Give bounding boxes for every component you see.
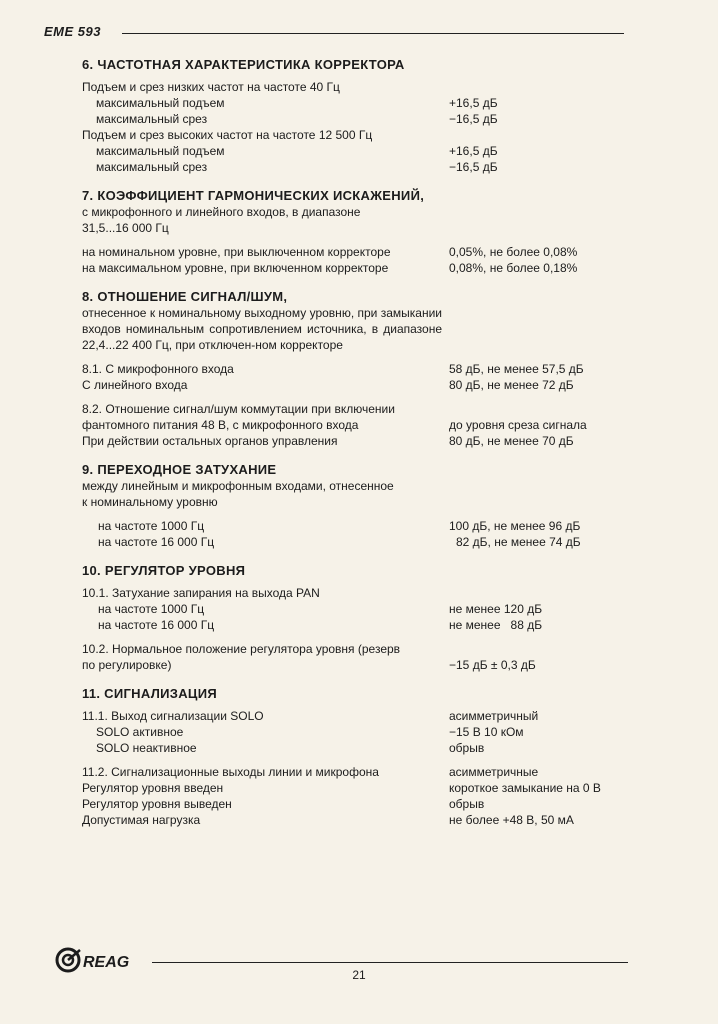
s6-low-heading: Подъем и срез низких частот на частоте 40 Гц [82, 80, 340, 94]
header-rule [122, 33, 624, 34]
page-content [82, 56, 622, 840]
s8-line-row [82, 377, 622, 393]
s8-line-label: С линейного входа [82, 378, 188, 392]
s6-low-max-row [82, 95, 622, 111]
s11-level-out-row [82, 796, 622, 812]
s11-level-out-value: обрыв [449, 797, 485, 811]
s6-low-cut-row [82, 111, 622, 127]
s11-level-in-value: короткое замыкание на 0 В [449, 781, 601, 795]
header-title: EME 593 [44, 24, 101, 39]
section-10-title: 10. РЕГУЛЯТОР УРОВНЯ [82, 563, 246, 578]
s6-high-max-row [82, 143, 622, 159]
footer-rule [152, 962, 628, 963]
page-header [44, 24, 624, 44]
s9-1000-row [82, 518, 622, 534]
s8-2-line1: 8.2. Отношение сигнал/шум коммутации при включении [82, 402, 395, 416]
s9-16000-label: на частоте 16 000 Гц [98, 535, 215, 549]
section-7-title: 7. КОЭФФИЦИЕНТ ГАРМОНИЧЕСКИХ ИСКАЖЕНИЙ, [82, 188, 425, 203]
s8-mic-row [82, 361, 622, 377]
s9-1000-label: на частоте 1000 Гц [98, 519, 205, 533]
s11-solo-off-label: SOLO неактивное [96, 741, 197, 755]
s11-2-value: асимметричные [449, 765, 539, 779]
s8-2-phantom-label: фантомного питания 48 В, с микрофонного входа [82, 418, 359, 432]
s10-16000-value: не менее 88 дБ [449, 618, 543, 632]
s6-low-max-label: максимальный подъем [96, 96, 225, 110]
s11-load-row [82, 812, 622, 828]
s8-mic-label: 8.1. С микрофонного входа [82, 362, 234, 376]
s10-2-line1: 10.2. Нормальное положение регулятора уровня (резерв [82, 642, 401, 656]
section-7 [82, 187, 622, 276]
s7-nominal-label: на номинальном уровне, при выключенном корректоре [82, 245, 391, 259]
s8-2-other-row [82, 433, 622, 449]
s6-high-max-label: максимальный подъем [96, 144, 225, 158]
s7-nominal-value: 0,05%, не более 0,08% [449, 245, 578, 259]
section-11 [82, 685, 622, 828]
s6-high-cut-value: −16,5 дБ [449, 160, 498, 174]
s9-desc-line2: к номинальному уровню [82, 495, 218, 509]
s10-2-value: −15 дБ ± 0,3 дБ [449, 658, 536, 672]
section-6-title: 6. ЧАСТОТНАЯ ХАРАКТЕРИСТИКА КОРРЕКТОРА [82, 57, 405, 72]
s10-1000-row [82, 601, 622, 617]
s9-16000-row [82, 534, 622, 550]
s8-description: отнесенное к номинальному выходному уровню, при замыкании входов номинальным сопротивлением источника, в диапазоне 22,4...22 400 Гц, при отключен-ном корректоре [82, 306, 442, 352]
s11-solo-on-value: −15 В 10 кОм [449, 725, 524, 739]
s11-load-value: не более +48 В, 50 мА [449, 813, 574, 827]
s7-max-value: 0,08%, не более 0,18% [449, 261, 578, 275]
s7-desc-line1: с микрофонного и линейного входов, в диапазоне [82, 205, 361, 219]
section-8-title: 8. ОТНОШЕНИЕ СИГНАЛ/ШУМ, [82, 289, 288, 304]
s11-solo-off-value: обрыв [449, 741, 485, 755]
s10-16000-row [82, 617, 622, 633]
s11-1-label: 11.1. Выход сигнализации SOLO [82, 709, 264, 723]
s6-high-heading: Подъем и срез высоких частот на частоте 12 500 Гц [82, 128, 373, 142]
s11-solo-on-label: SOLO активное [96, 725, 184, 739]
s7-max-row [82, 260, 622, 276]
s8-2-phantom-row [82, 417, 622, 433]
s8-2-phantom-value: до уровня среза сигнала [449, 418, 587, 432]
s10-1000-value: не менее 120 дБ [449, 602, 543, 616]
section-9-title: 9. ПЕРЕХОДНОЕ ЗАТУХАНИЕ [82, 462, 277, 477]
section-10 [82, 562, 622, 673]
s7-desc-line2: 31,5...16 000 Гц [82, 221, 169, 235]
s11-1-row [82, 708, 622, 724]
s11-level-in-label: Регулятор уровня введен [82, 781, 224, 795]
s6-low-cut-label: максимальный срез [96, 112, 208, 126]
section-8 [82, 288, 622, 449]
s8-2-other-value: 80 дБ, не менее 70 дБ [449, 434, 574, 448]
s10-2-row [82, 657, 622, 673]
s9-16000-value: 82 дБ, не менее 74 дБ [456, 535, 581, 549]
section-9 [82, 461, 622, 550]
section-11-title: 11. СИГНАЛИЗАЦИЯ [82, 686, 217, 701]
s11-solo-on-row [82, 724, 622, 740]
s6-low-cut-value: −16,5 дБ [449, 112, 498, 126]
s9-desc-line1: между линейным и микрофонным входами, отнесенное [82, 479, 394, 493]
section-6 [82, 56, 622, 175]
s11-solo-off-row [82, 740, 622, 756]
s11-1-value: асимметричный [449, 709, 539, 723]
s7-nominal-row [82, 244, 622, 260]
s10-1000-label: на частоте 1000 Гц [98, 602, 205, 616]
s8-mic-value: 58 дБ, не менее 57,5 дБ [449, 362, 584, 376]
s10-16000-label: на частоте 16 000 Гц [98, 618, 215, 632]
s11-2-label: 11.2. Сигнализационные выходы линии и микрофона [82, 765, 379, 779]
s6-high-cut-label: максимальный срез [96, 160, 208, 174]
s7-max-label: на максимальном уровне, при включенном корректоре [82, 261, 389, 275]
s8-2-other-label: При действии остальных органов управления [82, 434, 338, 448]
s6-high-max-value: +16,5 дБ [449, 144, 498, 158]
s11-2-row [82, 764, 622, 780]
s6-high-cut-row [82, 159, 622, 175]
s11-level-out-label: Регулятор уровня выведен [82, 797, 232, 811]
s11-load-label: Допустимая нагрузка [82, 813, 201, 827]
s8-line-value: 80 дБ, не менее 72 дБ [449, 378, 574, 392]
page-number: 21 [352, 968, 366, 982]
svg-text:REAG: REAG [83, 954, 130, 971]
s10-2-line2: по регулировке) [82, 658, 172, 672]
s6-low-max-value: +16,5 дБ [449, 96, 498, 110]
s9-1000-value: 100 дБ, не менее 96 дБ [449, 519, 581, 533]
s11-level-in-row [82, 780, 622, 796]
s10-1-heading: 10.1. Затухание запирания на выхода PAN [82, 586, 320, 600]
